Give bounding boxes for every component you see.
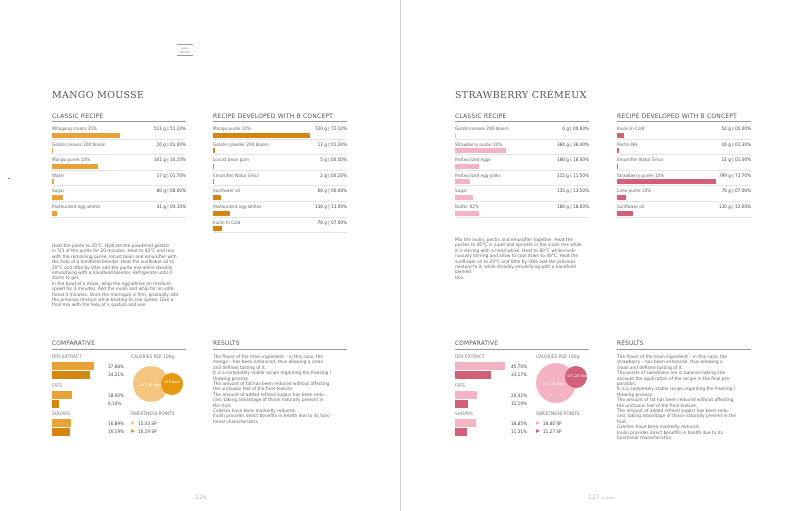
divider	[455, 349, 589, 350]
ingredient-row	[213, 140, 347, 156]
ingredient-amount: 115 g | 11.50%	[556, 172, 589, 178]
text-line: The points of sweetness are in balance taking into	[617, 371, 726, 377]
ingredient-name: Gelatin powder 200 bloom	[213, 141, 269, 147]
ingredient-row	[455, 155, 589, 171]
sweetness-label: SWEETNESS POINTS	[131, 412, 175, 417]
calories-developed-circle	[161, 373, 183, 395]
text-line: Use.	[455, 275, 465, 281]
sweetness-developed-value: 16,19 SP	[138, 429, 157, 434]
ingredient-row	[617, 155, 751, 171]
text-line: strawberry – has been enhanced, thus allowing a	[617, 360, 723, 366]
dry-extract-developed-value: 34,21%	[108, 372, 124, 377]
calories-label: CALORIES PER 100g	[131, 355, 175, 360]
fats-developed-bar	[455, 400, 468, 408]
ingredient-amount: 70 g | 07.00%	[317, 219, 347, 225]
page-mark	[8, 178, 10, 179]
text-line: Inulin provides direct benefits in health due to its func-	[213, 414, 332, 420]
sweetness-classic-icon	[131, 421, 135, 425]
sweetness-classic-value: 18,80 SP	[543, 421, 562, 426]
fats-classic-value: 18,00%	[108, 393, 124, 398]
text-line: Calories have been markedly reduced.	[213, 409, 296, 415]
divider	[213, 121, 347, 122]
text-line: paration.	[617, 382, 637, 388]
calories-developed-value: 146 Kcal	[164, 380, 180, 384]
ingredient-amount: 16 g | 01.30%	[721, 141, 751, 147]
ingredient-amount: 720 g | 72.10%	[314, 126, 347, 131]
ingredient-amount: 2 g | 00.20%	[320, 172, 347, 178]
fats-label: FATS	[455, 384, 466, 389]
text-line: The amount of fat has been reduced without affecting	[213, 382, 330, 388]
ingredient-name: Pectin NH	[617, 141, 638, 147]
text-line: The amount of fat has been reduced without affecting	[617, 398, 734, 404]
ingredient-row	[52, 202, 186, 218]
text-line: account the application of the recipe in the final pre-	[617, 376, 731, 382]
ingredient-name: Pasteurized egg whites	[52, 203, 101, 209]
ingredient-name: Mango purée 10%	[213, 126, 252, 131]
ingredient-name: Water	[52, 172, 65, 178]
ingredient-row	[213, 218, 347, 234]
ingredient-row	[52, 155, 186, 171]
page-tag: in great	[601, 496, 615, 500]
text-line: the unctuous feel of the final texture.	[617, 403, 698, 409]
ingredient-bar	[213, 195, 221, 200]
text-line: the fruit.	[213, 403, 232, 409]
ingredient-bar	[213, 133, 310, 138]
ingredient-amount: 80 g | 08.00%	[156, 188, 186, 194]
calories-developed-value: 171,25 Kcal	[567, 374, 589, 378]
calories-classic-value: 273,13 Kcal	[140, 383, 162, 387]
ingredient-row	[52, 140, 186, 156]
fats-classic-value: 20,42%	[511, 393, 527, 398]
ingredient-name: Sunflower oil	[213, 188, 241, 194]
fats-classic-bar	[455, 391, 477, 399]
comparative-heading: COMPARATIVE	[455, 341, 499, 347]
text-line: thawing process.	[213, 376, 250, 382]
text-line: it is stirring with a hand whisk. Heat to 80°C while conti-	[455, 248, 577, 254]
ingredient-amount: 130 g | 12.00%	[718, 203, 751, 209]
ingredient-bar	[617, 179, 716, 184]
dry-extract-classic-bar	[52, 362, 94, 370]
sugars-developed-value: 11,31%	[511, 429, 527, 434]
results-text	[213, 355, 353, 425]
text-line: purées to 45°C in a pot and sprinkle in the inulin mix while	[455, 243, 582, 249]
ingredient-bar	[617, 211, 633, 216]
ingredient-bar	[617, 164, 618, 169]
classic-recipe-table	[455, 124, 589, 218]
text-line: The flavor of the main ingredient – in this case, the	[617, 355, 727, 360]
ingredient-row	[455, 186, 589, 202]
ingredient-row	[213, 124, 347, 140]
sweetness-classic-icon	[536, 421, 540, 425]
ingredient-bar	[213, 148, 215, 153]
ingredient-name: Mango purée 10%	[52, 157, 91, 163]
sugars-developed-value: 16,19%	[108, 429, 124, 434]
dry-extract-developed-bar	[455, 371, 491, 379]
text-line: starts to gel.	[52, 276, 80, 282]
fats-developed-value: 12,19%	[511, 401, 527, 406]
ingredient-amount: 5 g | 00.50%	[320, 157, 347, 163]
fats-developed-value: 6,14%	[108, 401, 122, 406]
ingredient-row	[617, 186, 751, 202]
ingredient-name: Pasteurized eggs	[455, 157, 491, 163]
sweetness-developed-icon	[536, 429, 540, 433]
ingredient-bar	[617, 133, 624, 138]
page-number: 126	[195, 494, 207, 501]
ingredient-row	[617, 124, 751, 140]
ingredient-row	[617, 140, 751, 156]
ingredient-name: Butter 82%	[455, 203, 479, 209]
ingredient-row	[52, 124, 186, 140]
ingredient-amount: 6 g | 00.60%	[562, 126, 589, 131]
dry-extract-label: DRY EXTRACT	[455, 355, 485, 360]
ingredient-name: Inulin In Cold	[617, 126, 645, 131]
text-line: and defined tasting of it.	[213, 365, 266, 371]
ingredient-bar	[455, 195, 473, 200]
text-line: mixture to it, while steadily emulsifying with a handheld	[455, 265, 576, 271]
dry-extract-classic-value: 45,70%	[511, 364, 527, 369]
ingredient-amount: 135 g | 13.50%	[556, 188, 589, 194]
ingredient-name: Whipping cream 35%	[52, 126, 97, 131]
text-line: It is a completely stable recipe regarding the freezing /	[213, 371, 332, 377]
developed-recipe-heading: RECIPE DEVELOPED WITH B CONCEPT	[617, 113, 738, 120]
text-line: speed for 3 minutes. Add the inulin and whip for an addi-	[52, 287, 175, 293]
sugars-label: SUGARS	[52, 412, 70, 417]
brand-logo: pack Bonbe	[177, 44, 193, 56]
ingredient-name: Sunflower oil	[617, 203, 645, 209]
sugars-classic-value: 16,89%	[108, 421, 124, 426]
results-heading: RESULTS	[213, 341, 240, 347]
ingredient-name: Locust bean gum	[213, 157, 250, 163]
results-heading: RESULTS	[617, 341, 644, 347]
text-line: final mix with the help of a spatula and use.	[52, 303, 147, 309]
ingredient-name: Pasteurized egg yolks	[455, 172, 501, 178]
ingredient-bar	[213, 211, 230, 216]
ingredient-name: Gelatin leaves 200 bloom	[52, 141, 106, 147]
sugars-developed-bar	[52, 428, 70, 436]
ingredient-row	[455, 202, 589, 218]
ingredient-row	[52, 186, 186, 202]
ingredient-bar	[52, 148, 53, 153]
divider	[455, 121, 589, 122]
results-text	[617, 355, 757, 442]
divider	[617, 121, 751, 122]
ingredient-name: Pasteurized egg whites	[213, 203, 262, 209]
text-line: The flavor of the main ingredient – in this case, the	[213, 355, 323, 360]
ingredient-amount: 41 g | 04.10%	[156, 203, 186, 209]
right-page	[400, 0, 800, 511]
ingredient-amount: 384 g | 38.40%	[556, 141, 589, 147]
ingredient-amount: 130 g | 13.00%	[314, 203, 347, 209]
recipe-title: STRAWBERRY CRÉMEUX	[455, 90, 587, 101]
ingredient-amount: 11 g | 01.00%	[721, 157, 751, 163]
sweetness-developed-icon	[131, 429, 135, 433]
ingredient-name: Lime purée 10%	[617, 188, 652, 194]
ingredient-name: Inulin In Cold	[213, 219, 241, 225]
ingredient-row	[213, 186, 347, 202]
text-line: 20°C and little by little add the purée mix while steadily	[52, 265, 173, 271]
ingredient-amount: 12 g | 01.20%	[317, 141, 347, 147]
text-line: fruit.	[617, 419, 628, 425]
ingredient-row	[213, 171, 347, 187]
ingredient-bar	[455, 179, 470, 184]
text-line: Inulin provides direct benefits in health due to its	[617, 430, 723, 436]
calories-classic-value: 277,15 Kcal	[543, 382, 565, 386]
recipe-title: MANGO MOUSSE	[52, 90, 145, 101]
classic-recipe-heading: CLASSIC RECIPE	[52, 113, 104, 120]
ingredient-row	[213, 155, 347, 171]
ingredient-bar	[455, 148, 506, 153]
dry-extract-classic-bar	[455, 362, 505, 370]
text-line: nuously stirring and allow to cool down to 40°C. Heat the	[455, 254, 579, 260]
divider	[617, 349, 751, 350]
ingredient-amount: 180 g | 18.00%	[556, 157, 589, 163]
sugars-developed-bar	[455, 428, 467, 436]
text-line: in 5/3 of the purée for 20 minutes. Heat to 40°C and mix	[52, 249, 175, 255]
ingredient-amount: 511 g | 51.10%	[153, 126, 186, 131]
page-number: 127	[588, 494, 600, 501]
classic-recipe-table	[52, 124, 186, 218]
text-line: emulsifying with a handheld blender. Refrigerate until it	[52, 271, 173, 277]
ingredient-bar	[213, 226, 222, 231]
ingredient-amount: 76 g | 07.00%	[721, 188, 751, 194]
ingredient-name: Sugar	[52, 188, 65, 194]
divider	[52, 349, 186, 350]
ingredient-amount: 10 g | 01.00%	[156, 141, 186, 147]
text-line: Calories have been markedly reduced.	[617, 425, 700, 431]
ingredient-name: Strawberry purée 10%	[617, 172, 665, 178]
divider	[52, 121, 186, 122]
ingredient-bar	[455, 133, 456, 138]
text-line: ced, taking advantage of those naturally present in the	[617, 414, 736, 420]
text-line: the help of a handheld blender. Heat the sunflower oil to	[52, 260, 174, 266]
method-text	[52, 244, 192, 309]
text-line: The amount of added refined sugars has been redu-	[617, 409, 730, 415]
ingredient-bar	[213, 164, 214, 169]
fats-label: FATS	[52, 384, 63, 389]
ingredient-bar	[213, 179, 214, 184]
fats-developed-bar	[52, 400, 59, 408]
text-line: It is a completely stable recipe regarding the freezing /	[617, 387, 736, 393]
ingredient-bar	[52, 211, 57, 216]
fats-classic-bar	[52, 391, 72, 399]
ingredient-amount: 17 g | 01.70%	[156, 172, 186, 178]
ingredient-amount: 799 g | 73.70%	[718, 172, 751, 178]
text-line: functional characteristics.	[617, 436, 673, 442]
text-line: the unctuous feel of the final texture.	[213, 387, 294, 393]
sugars-classic-bar	[455, 419, 476, 427]
ingredient-name: Gelatin leaves 200 bloom	[455, 126, 509, 131]
text-line: clean and defined tasting of it.	[617, 365, 683, 371]
sugars-classic-bar	[52, 419, 71, 427]
ingredient-bar	[617, 195, 626, 200]
text-line: the previous mixture while beating on low speed. Give a	[52, 298, 174, 304]
ingredient-name: Strawberry purée 10%	[455, 141, 503, 147]
classic-recipe-heading: CLASSIC RECIPE	[455, 113, 507, 120]
ingredient-bar	[52, 164, 98, 169]
dry-extract-developed-bar	[52, 371, 90, 379]
developed-recipe-table	[213, 124, 347, 233]
ingredient-row	[213, 202, 347, 218]
developed-recipe-table	[617, 124, 751, 218]
text-line: Heat the purée to 20°C. Hydrate the powdered gelatin	[52, 244, 170, 249]
method-text	[455, 238, 595, 281]
text-line: tional characteristics.	[213, 419, 260, 425]
ingredient-row	[617, 171, 751, 187]
ingredient-amount: 180 g | 18.00%	[556, 203, 589, 209]
ingredient-bar	[52, 133, 120, 138]
ingredient-name: Sugar	[455, 188, 468, 194]
calories-label: CALORIES PER 100g	[536, 355, 580, 360]
text-line: ced, taking advantage of those naturally present in	[213, 398, 324, 404]
text-line: In the bowl of a mixer, whip the egg whites on medium	[52, 281, 171, 287]
ingredient-bar	[455, 164, 479, 169]
ingredient-row	[455, 140, 589, 156]
sweetness-label: SWEETNESS POINTS	[536, 412, 580, 417]
sugars-label: SUGARS	[455, 412, 473, 417]
text-line: with the remaining purée, locust bean and emulsifier with	[52, 254, 177, 260]
text-line: thawing process.	[617, 392, 654, 398]
ingredient-amount: 60 g | 06.00%	[317, 188, 347, 194]
ingredient-name: Emulsifier Natur Emul	[617, 157, 663, 163]
sugars-classic-value: 18,85%	[511, 421, 527, 426]
ingredient-amount: 341 g | 34.10%	[153, 157, 186, 163]
ingredient-name: Emulsifier Natur Emul	[213, 172, 259, 178]
dry-extract-label: DRY EXTRACT	[52, 355, 82, 360]
ingredient-bar	[52, 179, 54, 184]
developed-recipe-heading: RECIPE DEVELOPED WITH B CONCEPT	[213, 113, 334, 120]
divider	[213, 349, 347, 350]
text-line: mango – has been enhanced, thus allowing a clean	[213, 360, 324, 366]
text-line: Mix the inulin, pectin and emulsifier together. Heat the	[455, 238, 573, 243]
ingredient-row	[617, 202, 751, 218]
dry-extract-developed-value: 33,17%	[511, 372, 527, 377]
sweetness-developed-value: 11,27 SP	[543, 429, 562, 434]
dry-extract-classic-value: 37,88%	[108, 364, 124, 369]
ingredient-row	[455, 171, 589, 187]
ingredient-amount: 54 g | 05.00%	[721, 126, 751, 131]
text-line: The amount of added refined sugars has been redu-	[213, 392, 326, 398]
text-line: sunflower oil to 20°C and little by little add the previous	[455, 259, 576, 265]
ingredient-bar	[455, 211, 479, 216]
ingredient-row	[455, 124, 589, 140]
comparative-heading: COMPARATIVE	[52, 341, 96, 347]
ingredient-bar	[52, 195, 63, 200]
text-line: tional 4 minutes. Once the meringue is firm, gradually add	[52, 292, 179, 298]
ingredient-row	[52, 171, 186, 187]
text-line: blender.	[455, 270, 473, 276]
ingredient-bar	[617, 148, 619, 153]
sweetness-classic-value: 15,43 SP	[138, 421, 157, 426]
